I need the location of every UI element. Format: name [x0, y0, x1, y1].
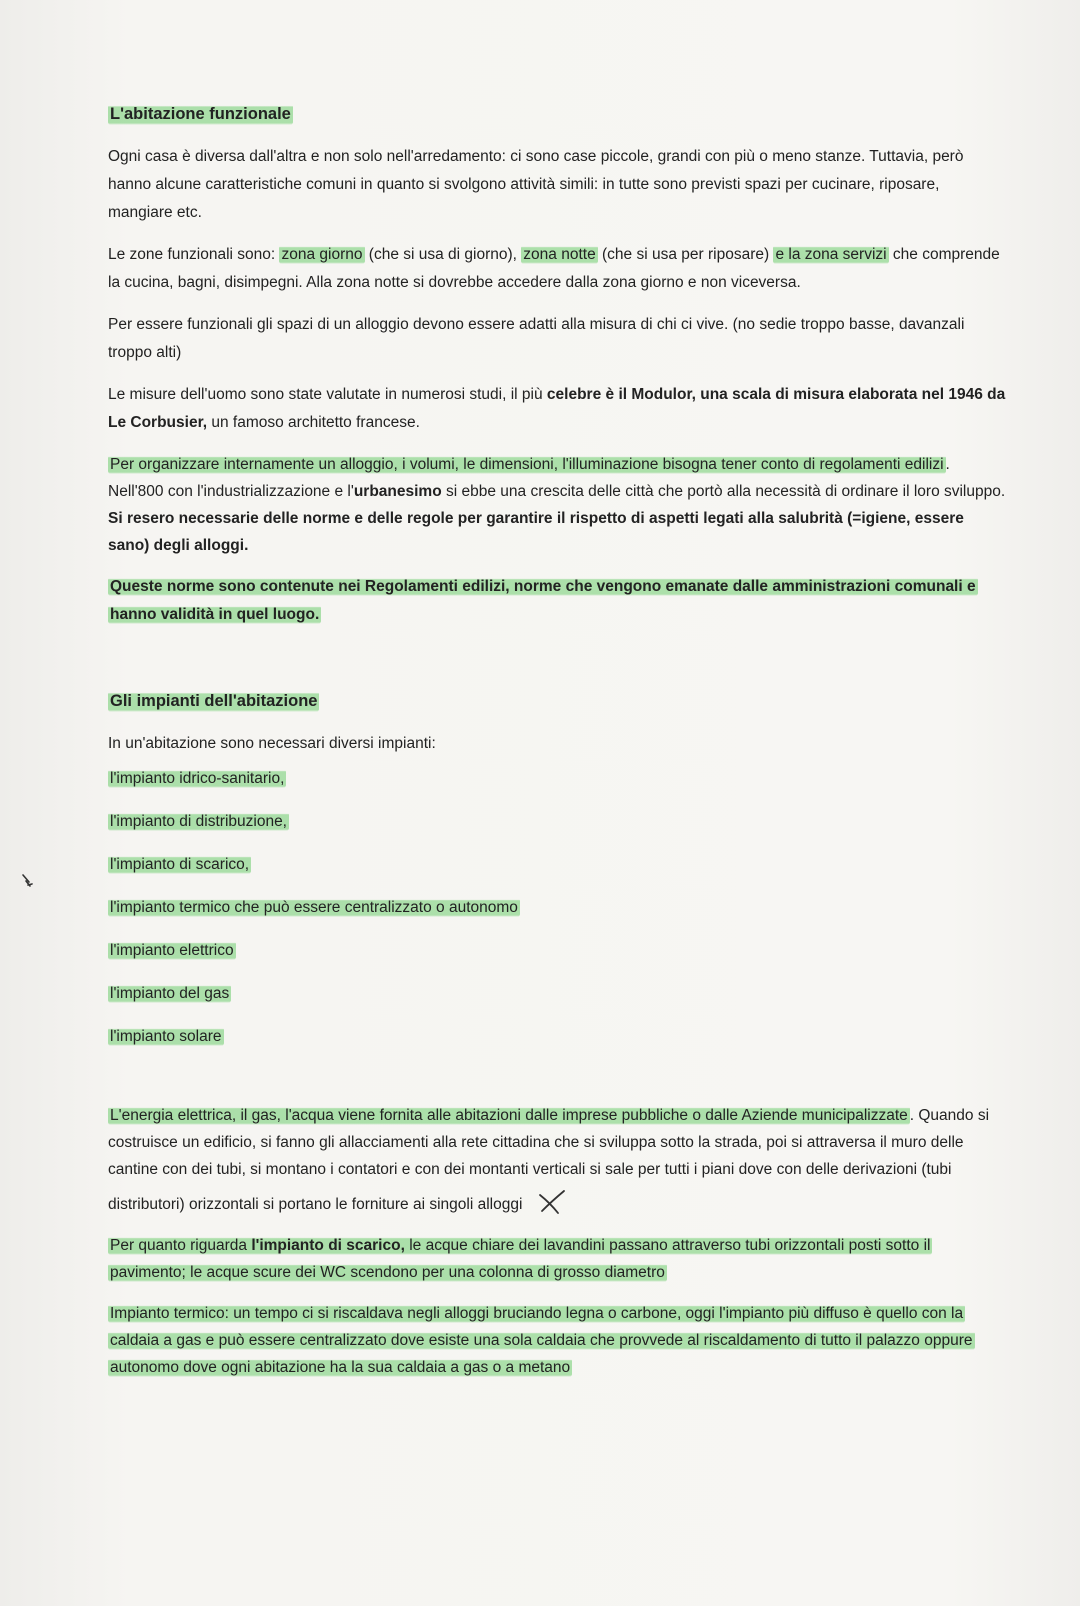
section-forniture	[108, 1102, 1008, 1381]
text: Le misure dell'uomo sono state valutate in numerosi studi, il più	[108, 386, 547, 403]
paragraph-regolamenti	[108, 451, 1008, 559]
paragraph-scarico	[108, 1232, 1008, 1286]
list-item-text: l'impianto solare	[110, 1028, 222, 1045]
paragraph-energia	[108, 1102, 1008, 1218]
highlight-scarico	[108, 1236, 932, 1282]
list-item-text: l'impianto termico che può essere centralizzato o autonomo	[110, 899, 518, 916]
list-item	[108, 768, 1008, 790]
pen-mark-icon	[20, 873, 34, 889]
highlight-termico	[108, 1304, 975, 1377]
text: . Quando si costruisce un edificio, si fanno gli allacciamenti alla rete cittadina che si sviluppa sotto la strada, poi si attraversa il muro delle cantine con dei tubi, si montano i contatori e con dei montanti verticali si sale per tutti i piani dove con delle derivazioni (tubi distributori) orizzontali si portano le forniture ai singoli alloggi	[108, 1107, 990, 1213]
highlight-norme-regolamenti: Queste norme sono contenute nei Regolamenti edilizi, norme che vengono emanate dalle amministrazioni comunali e hanno validità in quel luogo.	[110, 578, 976, 623]
text: Le zone funzionali sono:	[108, 246, 280, 263]
highlight-zona-notte: zona notte	[523, 246, 596, 263]
bold-impianto-scarico: l'impianto di scarico,	[251, 1237, 405, 1254]
text: : un tempo ci si riscaldava negli alloggi bruciando legna o carbone, oggi l'impianto più diffuso è quello con la caldaia a gas e può essere centralizzato dove esiste una sola caldaia che provvede al riscaldamento di tutto il palazzo oppure autonomo dove ogni abitazione ha la sua caldaia a gas o a metano	[110, 1305, 973, 1376]
paragraph-termico	[108, 1300, 1008, 1381]
list-item-text: l'impianto del gas	[110, 985, 230, 1002]
list-item	[108, 897, 1008, 919]
text: (che si usa di giorno),	[364, 246, 522, 263]
text: Per quanto riguarda	[110, 1237, 252, 1254]
bold-modulor: celebre è il Modulor, una scala di misura elaborata nel 1946 da Le Corbusier,	[108, 386, 1006, 431]
text: le acque chiare dei lavandini passano attraverso tubi orizzontali posti sotto il pavimento; le acque scure dei WC scendono per una colonna di grosso diametro	[110, 1237, 931, 1281]
section-title-abitazione-funzionale: L'abitazione funzionale	[110, 105, 291, 123]
paragraph-modulor	[108, 381, 1008, 437]
list-item-text: l'impianto di scarico,	[110, 856, 250, 873]
list-item	[108, 854, 1008, 876]
highlight-zona-servizi: e la zona servizi	[775, 246, 887, 263]
paragraph-impianti-intro: In un'abitazione sono necessari diversi impianti:	[108, 735, 436, 752]
bold-norme: Si resero necessarie delle norme e delle regole per garantire il rispetto di aspetti legati alla salubrità (=igiene, essere sano) degli alloggi.	[108, 510, 964, 554]
section-title-impianti: Gli impianti dell'abitazione	[110, 692, 318, 710]
highlight-zona-giorno: zona giorno	[281, 246, 363, 263]
document-content	[108, 104, 1008, 1395]
paragraph-norme-regolamenti	[108, 573, 1008, 629]
handwritten-cross-icon	[536, 1189, 570, 1215]
list-item	[108, 1026, 1008, 1048]
text: che comprende la cucina, bagni, disimpegni. Alla zona notte si dovrebbe accedere dalla zona giorno e non viceversa.	[108, 246, 1000, 291]
text: . Nell'800 con l'industrializzazione e l'	[108, 456, 950, 500]
highlight-regolamenti-edilizi: Per organizzare internamente un alloggio, i volumi, le dimensioni, l'illuminazione bisogna tener conto di regolamenti edilizi	[110, 456, 944, 473]
list-item-text: l'impianto idrico-sanitario,	[110, 770, 285, 787]
list-item	[108, 940, 1008, 962]
list-item	[108, 983, 1008, 1005]
section-impianti	[108, 691, 1008, 1048]
paragraph-intro: Ogni casa è diversa dall'altra e non solo nell'arredamento: ci sono case piccole, grandi con più o meno stanze. Tuttavia, però hanno alcune caratteristiche comuni in quanto si svolgono attività simili: in tutte sono previsti spazi per cucinare, riposare, mangiare etc.	[108, 148, 964, 221]
text: un famoso architetto francese.	[207, 414, 420, 431]
impianti-list	[108, 768, 1008, 1048]
list-item-text: l'impianto di distribuzione,	[110, 813, 287, 830]
paragraph-misure: Per essere funzionali gli spazi di un alloggio devono essere adatti alla misura di chi ci vive. (no sedie troppo basse, davanzali troppo alti)	[108, 316, 965, 361]
text: (che si usa per riposare)	[597, 246, 774, 263]
text: si ebbe una crescita delle città che portò alla necessità di ordinare il loro sviluppo.	[441, 483, 1006, 500]
text: Impianto termico	[110, 1305, 225, 1322]
paragraph-zone-funzionali	[108, 241, 1008, 297]
bold-urbanesimo: urbanesimo	[353, 483, 442, 500]
list-item-text: l'impianto elettrico	[110, 942, 234, 959]
list-item	[108, 811, 1008, 833]
highlight-aziende-municipalizzate: L'energia elettrica, il gas, l'acqua viene fornita alle abitazioni dalle imprese pubbliche o dalle Aziende municipalizzate	[110, 1107, 908, 1124]
